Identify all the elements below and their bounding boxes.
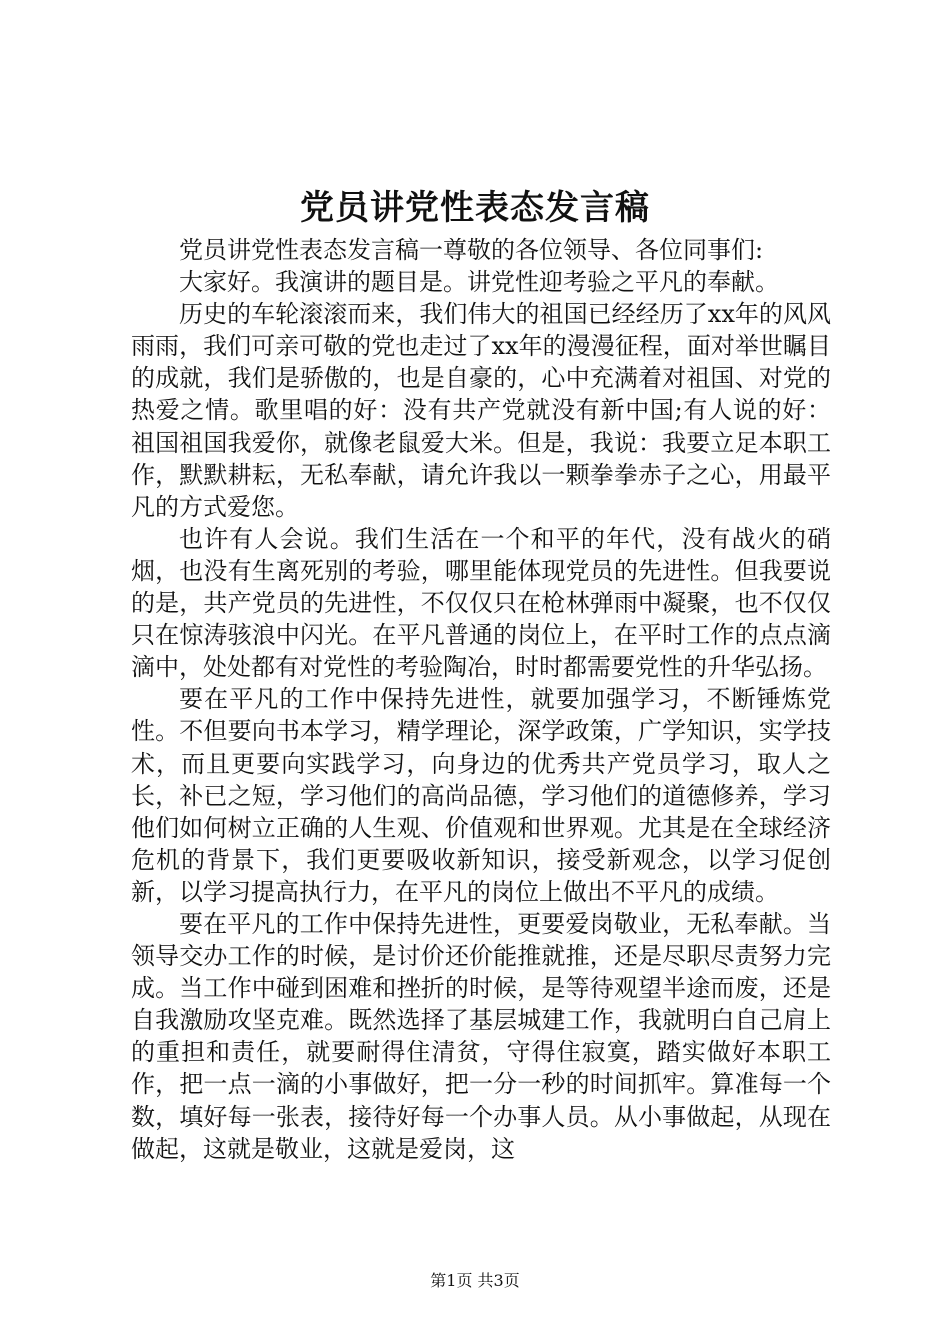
- paragraph: 要在平凡的工作中保持先进性，更要爱岗敬业，无私奉献。当领导交办工作的时候，是讨价还价能推就推，还是尽职尽责努力完成。当工作中碰到困难和挫折的时候，是等待观望半途而废，还是自我激励攻坚克难。既然选择了基层城建工作，我就明白自己肩上的重担和责任，就要耐得住清贫，守得住寂寞，踏实做好本职工作，把一点一滴的小事做好，把一分一秒的时间抓牢。算准每一个数，填好每一张表，接待好每一个办事人员。从小事做起，从现在做起，这就是敬业，这就是爱岗，这: [131, 909, 831, 1163]
- paragraph: 党员讲党性表态发言稿一尊敬的各位领导、各位同事们:: [179, 236, 764, 264]
- document-title: 党员讲党性表态发言稿: [300, 188, 650, 228]
- paragraph: 大家好。我演讲的题目是。讲党性迎考验之平凡的奉献。: [179, 268, 779, 297]
- document-body: [131, 234, 831, 1165]
- paragraph: 历史的车轮滚滚而来，我们伟大的祖国已经经历了xx年的风风雨雨，我们可亲可敬的党也走过了xx年的漫漫征程，面对举世瞩目的成就，我们是骄傲的，也是自豪的，心中充满着对祖国、对党的热爱之情。歌里唱的好：没有共产党就没有新中国;有人说的好：祖国祖国我爱你，就像老鼠爱大米。但是，我说：我要立足本职工作，默默耕耘，无私奉献，请允许我以一颗拳拳赤子之心，用最平凡的方式爱您。: [131, 300, 831, 521]
- paragraph: 要在平凡的工作中保持先进性，就要加强学习，不断锤炼党性。不但要向书本学习，精学理论，深学政策，广学知识，实学技术，而且更要向实践学习，向身边的优秀共产党员学习，取人之长，补已之短，学习他们的高尚品德，学习他们的道德修养，学习他们如何树立正确的人生观、价值观和世界观。尤其是在全球经济危机的背景下，我们更要吸收新知识，接受新观念，以学习促创新，以学习提高执行力，在平凡的岗位上做出不平凡的成绩。: [131, 685, 831, 906]
- page-footer: 第1页 共3页: [430, 1271, 520, 1290]
- paragraph: 也许有人会说。我们生活在一个和平的年代，没有战火的硝烟，也没有生离死别的考验，哪里能体现党员的先进性。但我要说的是，共产党员的先进性，不仅仅只在枪林弹雨中凝聚，也不仅仅只在惊涛骇浪中闪光。在平凡普通的岗位上，在平时工作的点点滴滴中，处处都有对党性的考验陶冶，时时都需要党性的升华弘扬。: [131, 524, 831, 682]
